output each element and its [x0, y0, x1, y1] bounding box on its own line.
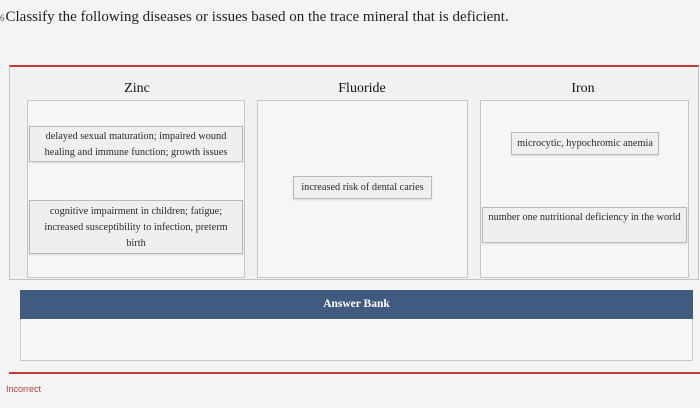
status-label: Incorrect	[6, 384, 42, 394]
answer-bank-header: Answer Bank	[20, 290, 693, 319]
question-number: 6	[0, 13, 5, 23]
answer-card-fluoride-1[interactable]: increased risk of dental caries	[293, 176, 432, 199]
category-title-zinc: Zinc	[124, 81, 150, 96]
question-text: Classify the following diseases or issues based on the trace mineral that is deficient.	[5, 9, 509, 25]
question-prompt	[0, 9, 509, 26]
answer-bank-drop-area[interactable]	[20, 319, 693, 361]
divider	[9, 372, 700, 374]
answer-card-zinc-2[interactable]: cognitive impairment in children; fatigue; increased susceptibility to infection, preterm birth	[29, 200, 243, 254]
answer-card-zinc-1[interactable]: delayed sexual maturation; impaired wound healing and immune function; growth issues	[29, 126, 243, 162]
drop-zone-fluoride[interactable]	[257, 100, 468, 278]
category-title-fluoride: Fluoride	[338, 81, 386, 96]
classification-panel	[9, 65, 699, 280]
answer-card-iron-2[interactable]: number one nutritional deficiency in the world	[482, 207, 687, 243]
category-title-iron: Iron	[571, 81, 595, 96]
drop-zone-iron[interactable]	[480, 100, 689, 278]
answer-card-iron-1[interactable]: microcytic, hypochromic anemia	[511, 132, 659, 155]
drop-zone-zinc[interactable]	[27, 100, 245, 278]
